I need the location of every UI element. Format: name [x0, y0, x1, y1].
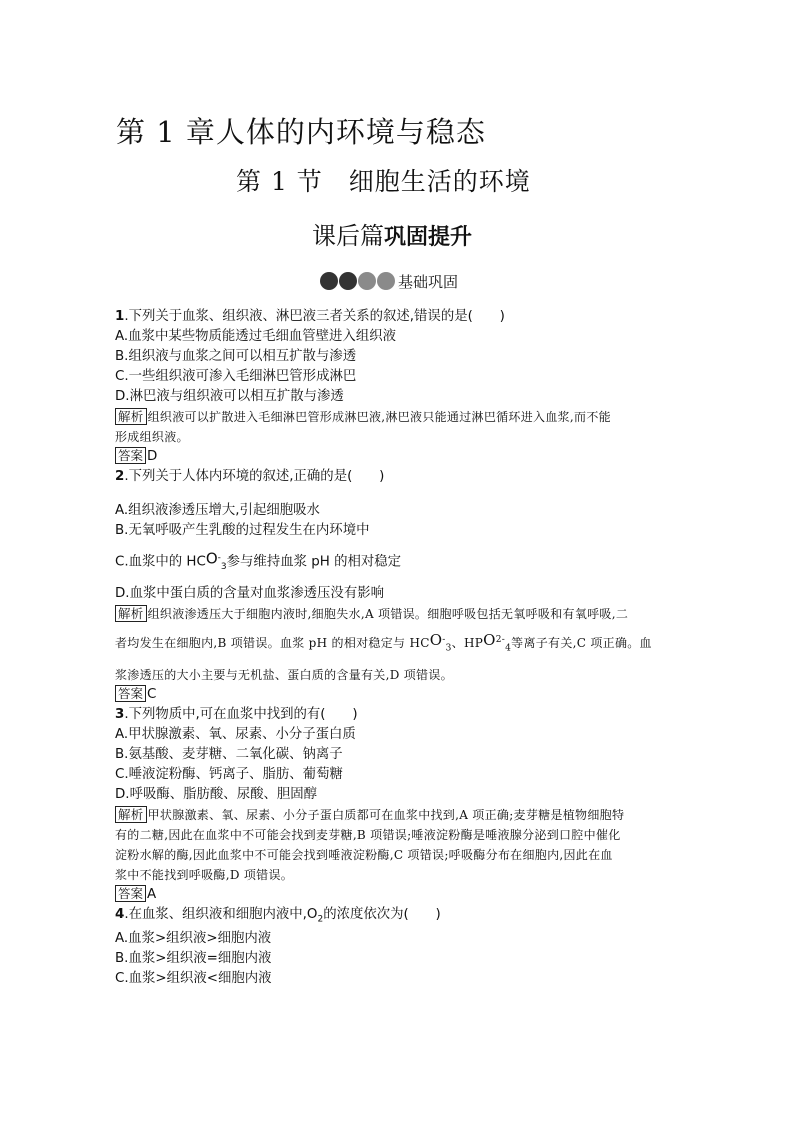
analysis-3-cont2: 淀粉水解的酶,因此血浆中不可能会找到唾液淀粉酶,C 项错误;呼吸酶分布在细胞内,因此在血: [115, 847, 613, 862]
analysis-tag: 解析: [115, 605, 147, 622]
analysis-2-cont: 者均发生在细胞内,B 项错误。血浆 pH 的相对稳定与 $HCO^-_3$、$HPO^{2-}_4$等离子有关,C 项正确。血: [115, 631, 652, 654]
answer-tag: 答案: [115, 885, 146, 902]
question-2-stem: 2.下列关于人体内环境的叙述,正确的是( ): [115, 469, 385, 484]
option-a: A.甲状腺激素、氧、尿素、小分子蛋白质: [115, 726, 356, 742]
sub-title-b: 巩固提升: [384, 225, 473, 250]
option-c: C.血浆中的 $HCO^-_3$参与维持血浆 pH 的相对稳定: [115, 549, 402, 573]
answer-tag: 答案: [115, 685, 146, 702]
option-b: B.组织液与血浆之间可以相互扩散与渗透: [115, 349, 357, 364]
section-title: 第 1 节 细胞生活的环境: [236, 167, 531, 196]
question-4-stem: 4.在血浆、组织液和细胞内液中$,O_2$的浓度依次为( ): [115, 906, 441, 925]
option-c: C.一些组织液可渗入毛细淋巴管形成淋巴: [115, 369, 357, 384]
option-b: B.血浆>组织液=细胞内液: [115, 951, 272, 967]
option-d: D.淋巴液与组织液可以相互扩散与渗透: [115, 389, 344, 404]
option-c: C.血浆>组织液<细胞内液: [115, 971, 272, 987]
chapter-title: 第 1 章人体的内环境与稳态: [116, 115, 486, 149]
option-a: A.组织液渗透压增大,引起细胞吸水: [115, 503, 320, 518]
analysis-3-cont: 有的二糖,因此在血浆中不可能会找到麦芽糖,B 项错误;唾液淀粉酶是唾液腺分泌到口腔中催化: [115, 827, 621, 842]
analysis-tag: 解析: [115, 408, 147, 425]
analysis-1-cont: 形成组织液。: [115, 430, 189, 444]
option-a: A.血浆>组织液>细胞内液: [115, 931, 272, 947]
answer-tag: 答案: [115, 447, 146, 464]
section-heading: [320, 270, 458, 292]
answer-1: 答案 D: [115, 447, 685, 467]
option-a: A.血浆中某些物质能透过毛细血管壁进入组织液: [115, 329, 396, 344]
analysis-2: 解析 组织液渗透压大于细胞内液时,细胞失水,A 项错误。细胞呼吸包括无氧呼吸和有氧呼吸,二: [115, 604, 685, 624]
analysis-3-cont3: 浆中不能找到呼吸酶,D 项错误。: [115, 867, 294, 882]
dot-icon: [358, 272, 376, 290]
analysis-2-cont2: 浆渗透压的大小主要与无机盐、蛋白质的含量有关,D 项错误。: [115, 667, 453, 682]
sub-title: [312, 216, 472, 251]
question-1-stem: 1.下列关于血浆、组织液、淋巴液三者关系的叙述,错误的是( ): [115, 309, 505, 324]
section-label: 基础巩固: [398, 272, 459, 291]
question-list: [115, 307, 685, 989]
answer-3: 答案 A: [115, 885, 685, 905]
analysis-tag: 解析: [115, 806, 147, 823]
analysis-1: 解析 组织液可以扩散进入毛细淋巴管形成淋巴液,淋巴液只能通过淋巴循环进入血浆,而不能: [115, 407, 685, 427]
option-d: D.血浆中蛋白质的含量对血浆渗透压没有影响: [115, 586, 384, 602]
option-b: B.无氧呼吸产生乳酸的过程发生在内环境中: [115, 523, 370, 538]
option-d: D.呼吸酶、脂肪酸、尿酸、胆固醇: [115, 786, 318, 802]
sub-title-a: 课后篇: [312, 222, 384, 250]
dot-icon: [377, 272, 395, 290]
answer-2: 答案 C: [115, 685, 685, 705]
option-b: B.氨基酸、麦芽糖、二氧化碳、钠离子: [115, 746, 343, 762]
dot-icon: [320, 272, 338, 290]
analysis-3: 解析 甲状腺激素、氧、尿素、小分子蛋白质都可在血浆中找到,A 项正确;麦芽糖是植物细胞特: [115, 805, 685, 825]
question-3-stem: 3.下列物质中,可在血浆中找到的有( ): [115, 706, 358, 722]
option-c: C.唾液淀粉酶、钙离子、脂肪、葡萄糖: [115, 766, 343, 782]
dot-icon: [339, 272, 357, 290]
